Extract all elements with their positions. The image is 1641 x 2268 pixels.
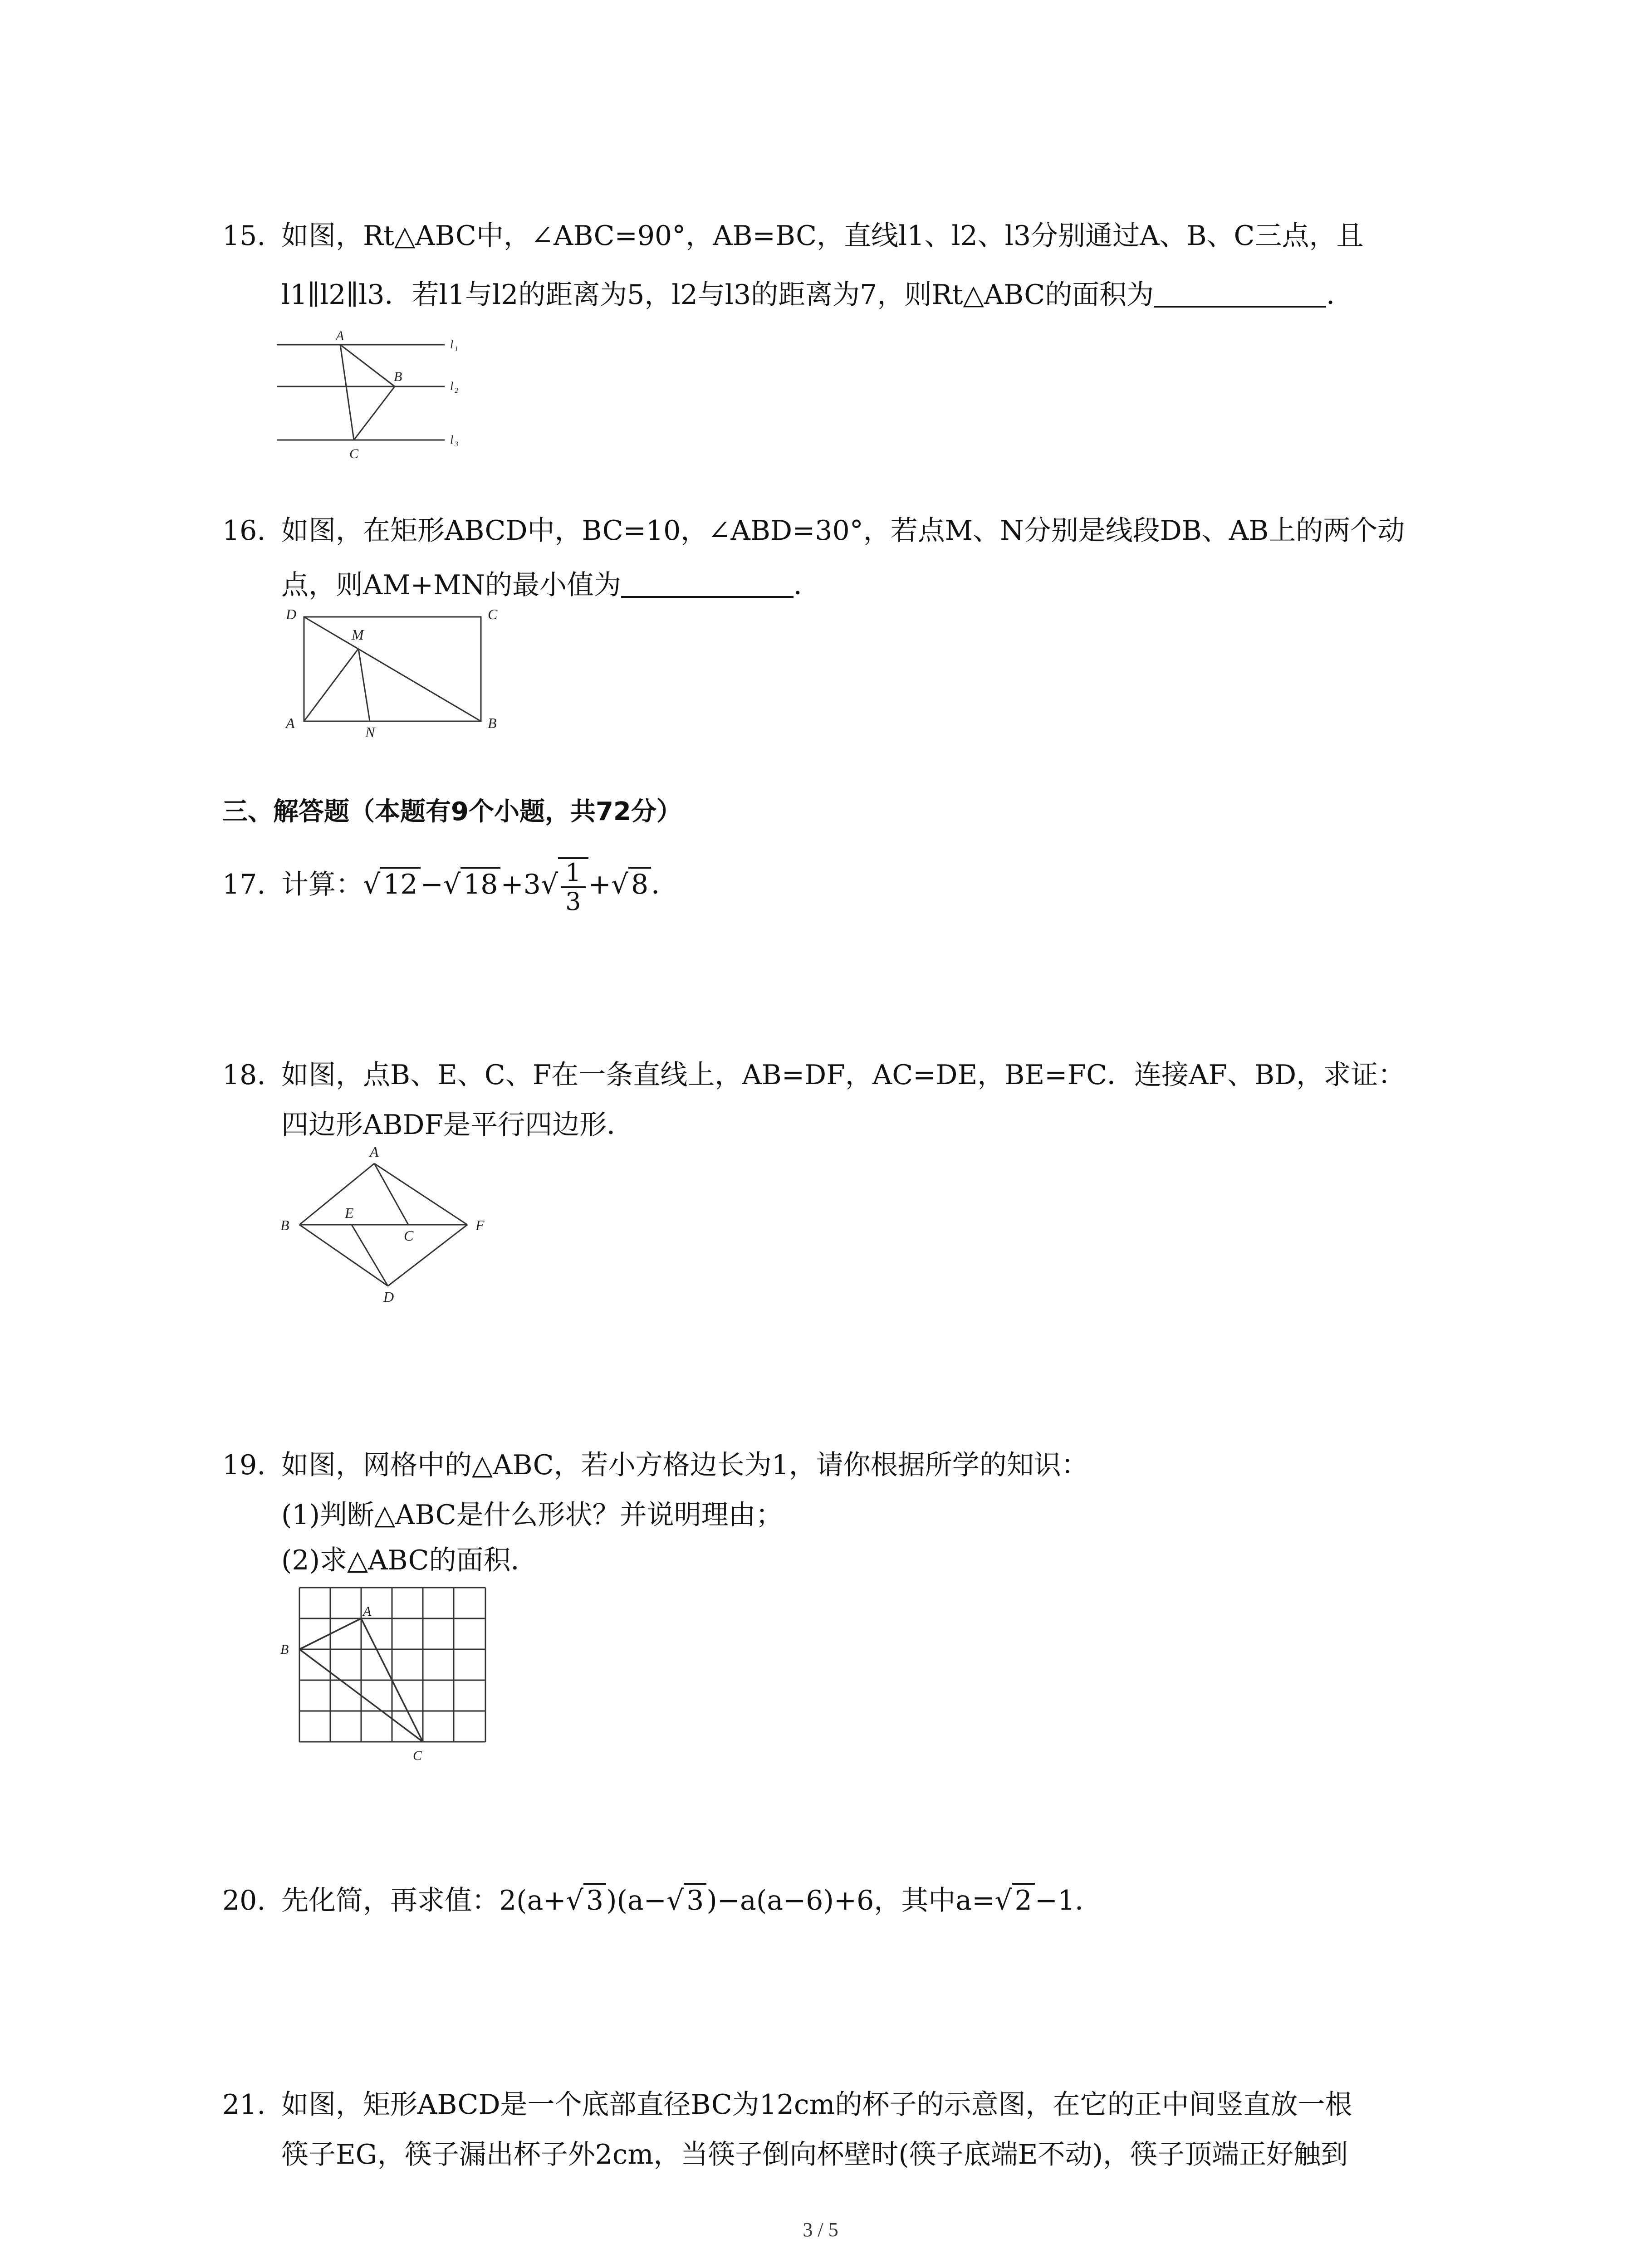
sqrt-12: √ 12 — [363, 853, 421, 916]
label-b: B — [394, 369, 402, 384]
segment-af — [374, 1163, 467, 1225]
label-c: C — [413, 1748, 422, 1763]
question-number: 16. — [222, 515, 266, 547]
q16-figure — [277, 603, 513, 739]
sqrt-18: √ 18 — [443, 853, 501, 916]
q18-line2: 四边形ABDF是平行四边形． — [281, 1109, 634, 1141]
label-b: B — [280, 1217, 289, 1233]
label-c: C — [488, 606, 498, 622]
segment-bd — [299, 1225, 388, 1286]
q16-text-line1: 如图，在矩形ABCD中，BC=10，∠ABD=30°，若点M、N分别是线段DB、AB上的两个动 — [281, 515, 1405, 547]
q19-line1: 19. 如图，网格中的△ABC，若小方格边长为1，请你根据所学的知识： — [222, 1447, 1088, 1483]
label-l2: l — [450, 380, 454, 393]
svg-text:1: 1 — [455, 345, 458, 353]
q19-line2: (1)判断△ABC是什么形状？并说明理由； — [281, 1499, 783, 1531]
q21-line2: 筷子EG，筷子漏出杯子外2cm，当筷子倒向杯壁时(筷子底端E不动)，筷子顶端正好触到 — [281, 2139, 1348, 2170]
diagonal-db — [304, 617, 481, 721]
q21-line1: 21. 如图，矩形ABCD是一个底部直径BC为12cm的杯子的示意图，在它的正中间竖直放一根 — [222, 2087, 1352, 2123]
segment-mn — [358, 649, 370, 721]
section-heading: 三、解答题（本题有9个小题，共72分） — [222, 797, 682, 826]
q15-text-line2: l1∥l2∥l3．若l1与l2的距离为5，l2与l3的距离为7，则Rt△ABC的面积为 — [281, 279, 1154, 311]
segment-ac — [374, 1163, 408, 1225]
segment-df — [388, 1225, 467, 1286]
q16-line2: 点，则AM+MN的最小值为 ． — [281, 569, 821, 601]
label-f: F — [475, 1217, 485, 1233]
question-number: 18. — [222, 1059, 266, 1091]
q17-line: 17. 计算：√ 12 −√ 18 +3√ $\frac{1}{3}$ +√ 8 ． — [222, 853, 678, 916]
q15-text-line1: 如图，Rt△ABC中，∠ABC=90°，AB=BC，直线l1、l2、l3分别通过A、B、C三点，且 — [281, 220, 1364, 252]
label-b: B — [280, 1642, 289, 1657]
question-number: 17. — [222, 869, 266, 900]
q20-line: 20. 先化简，再求值：2(a+√ 3 )(a−√ 3 )−a(a−6)+6，其中a=√ 2 −1． — [222, 1882, 1102, 1919]
svg-text:3: 3 — [455, 440, 458, 448]
label-m: M — [352, 626, 364, 643]
label-c: C — [349, 446, 359, 461]
segment-bc — [354, 386, 395, 440]
svg-text:2: 2 — [455, 387, 458, 395]
question-number: 19. — [222, 1449, 266, 1481]
q18-line1: 18. 如图，点B、E、C、F在一条直线上，AB=DF，AC=DE，BE=FC．连接AF、BD，求证： — [222, 1057, 1405, 1093]
label-a: A — [336, 328, 344, 343]
label-l3: l — [450, 433, 454, 446]
q19-line3: (2)求△ABC的面积． — [281, 1545, 538, 1576]
sqrt-3: √ 3 — [666, 1882, 706, 1919]
question-number: 15. — [222, 220, 266, 252]
segment-ac — [340, 345, 354, 440]
q18-figure — [272, 1143, 508, 1306]
label-d: D — [383, 1289, 394, 1305]
label-c: C — [404, 1227, 414, 1244]
question-number: 20. — [222, 1885, 266, 1916]
label-a: A — [363, 1604, 372, 1619]
sqrt-fraction: √ $\frac{1}{3}$ — [541, 853, 588, 916]
q16-line1 — [222, 513, 1405, 549]
answer-blank — [621, 569, 794, 598]
label-a: A — [370, 1144, 379, 1160]
label-b: B — [488, 715, 497, 731]
segment-ab — [299, 1163, 374, 1225]
segment-ab — [340, 345, 395, 386]
q15-line2: l1∥l2∥l3．若l1与l2的距离为5，l2与l3的距离为7，则Rt△ABC的面积为 ． — [281, 279, 1354, 311]
q19-figure — [272, 1579, 499, 1769]
segment-am — [304, 649, 358, 721]
label-n: N — [365, 724, 375, 739]
label-d: D — [286, 606, 297, 622]
label-l1: l — [450, 338, 454, 351]
question-number: 21. — [222, 2089, 266, 2121]
q15-figure — [272, 327, 508, 463]
sqrt-2: √ 2 — [994, 1882, 1034, 1919]
q16-text-line2: 点，则AM+MN的最小值为 — [281, 569, 621, 601]
label-e: E — [345, 1205, 354, 1221]
label-a: A — [286, 715, 295, 731]
segment-ed — [352, 1225, 388, 1286]
page-number: 3 / 5 — [803, 2219, 838, 2241]
q15-line1 — [222, 218, 1363, 254]
sqrt-8: √ 8 — [611, 853, 651, 916]
sqrt-3: √ 3 — [566, 1882, 606, 1919]
answer-blank — [1154, 279, 1326, 308]
